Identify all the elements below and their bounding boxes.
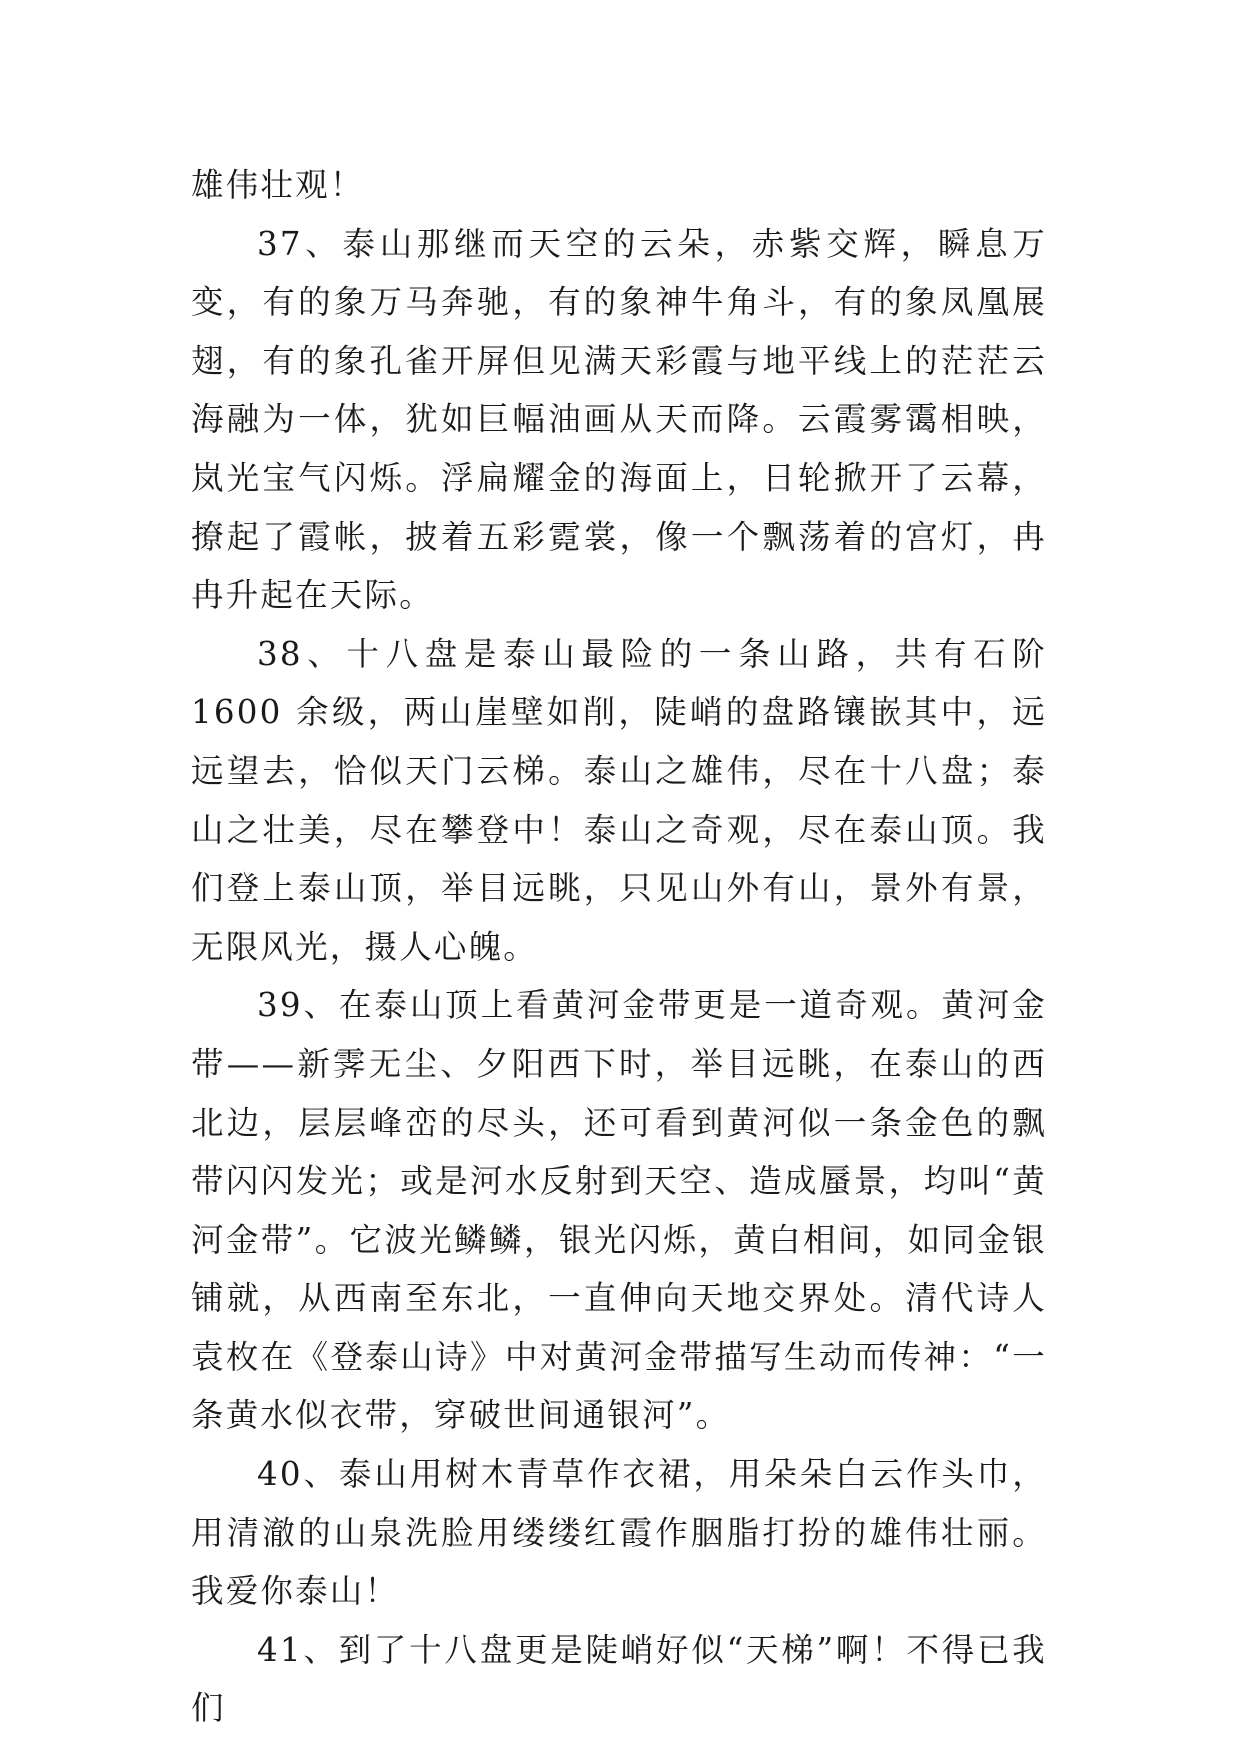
paragraph-38: 38、十八盘是泰山最险的一条山路，共有石阶 1600 余级，两山崖壁如削，陡峭的盘路镶嵌其中，远远望去，恰似天门云梯。泰山之雄伟，尽在十八盘；泰山之壮美，尽在攀登中！泰山之奇观，尽在泰山顶。我们登上泰山顶，举目远眺，只见山外有山，景外有景，无限风光，摄人心魄。 — [191, 634, 1047, 966]
paragraph-continuation: 雄伟壮观！ — [191, 166, 365, 204]
paragraph-39: 39、在泰山顶上看黄河金带更是一道奇观。黄河金带——新霁无尘、夕阳西下时，举目远眺，在泰山的西北边，层层峰峦的尽头，还可看到黄河似一条金色的飘带闪闪发光；或是河水反射到天空、造成蜃景，均叫“黄河金带”。它波光鳞鳞，银光闪烁，黄白相间，如同金银铺就，从西南至东北，一直伸向天地交界处。清代诗人袁枚在《登泰山诗》中对黄河金带描写生动而传神：“一条黄水似衣带，穿破世间通银河”。 — [191, 986, 1047, 1435]
paragraph-40: 40、泰山用树木青草作衣裙，用朵朵白云作头巾，用清澈的山泉洗脸用缕缕红霞作胭脂打扮的雄伟壮丽。我爱你泰山！ — [191, 1455, 1047, 1611]
paragraph-37: 37、泰山那继而天空的云朵，赤紫交辉，瞬息万变，有的象万马奔驰，有的象神牛角斗，有的象凤凰展翅，有的象孔雀开屏但见满天彩霞与地平线上的茫茫云海融为一体，犹如巨幅油画从天而降。云霞雾霭相映，岚光宝气闪烁。浮扁耀金的海面上，日轮掀开了云幕，撩起了霞帐，披着五彩霓裳，像一个飘荡着的宫灯，冉冉升起在天际。 — [191, 224, 1047, 615]
paragraph-41: 41、到了十八盘更是陡峭好似“天梯”啊！不得已我们 — [191, 1630, 1047, 1728]
document-body — [191, 156, 1047, 1738]
